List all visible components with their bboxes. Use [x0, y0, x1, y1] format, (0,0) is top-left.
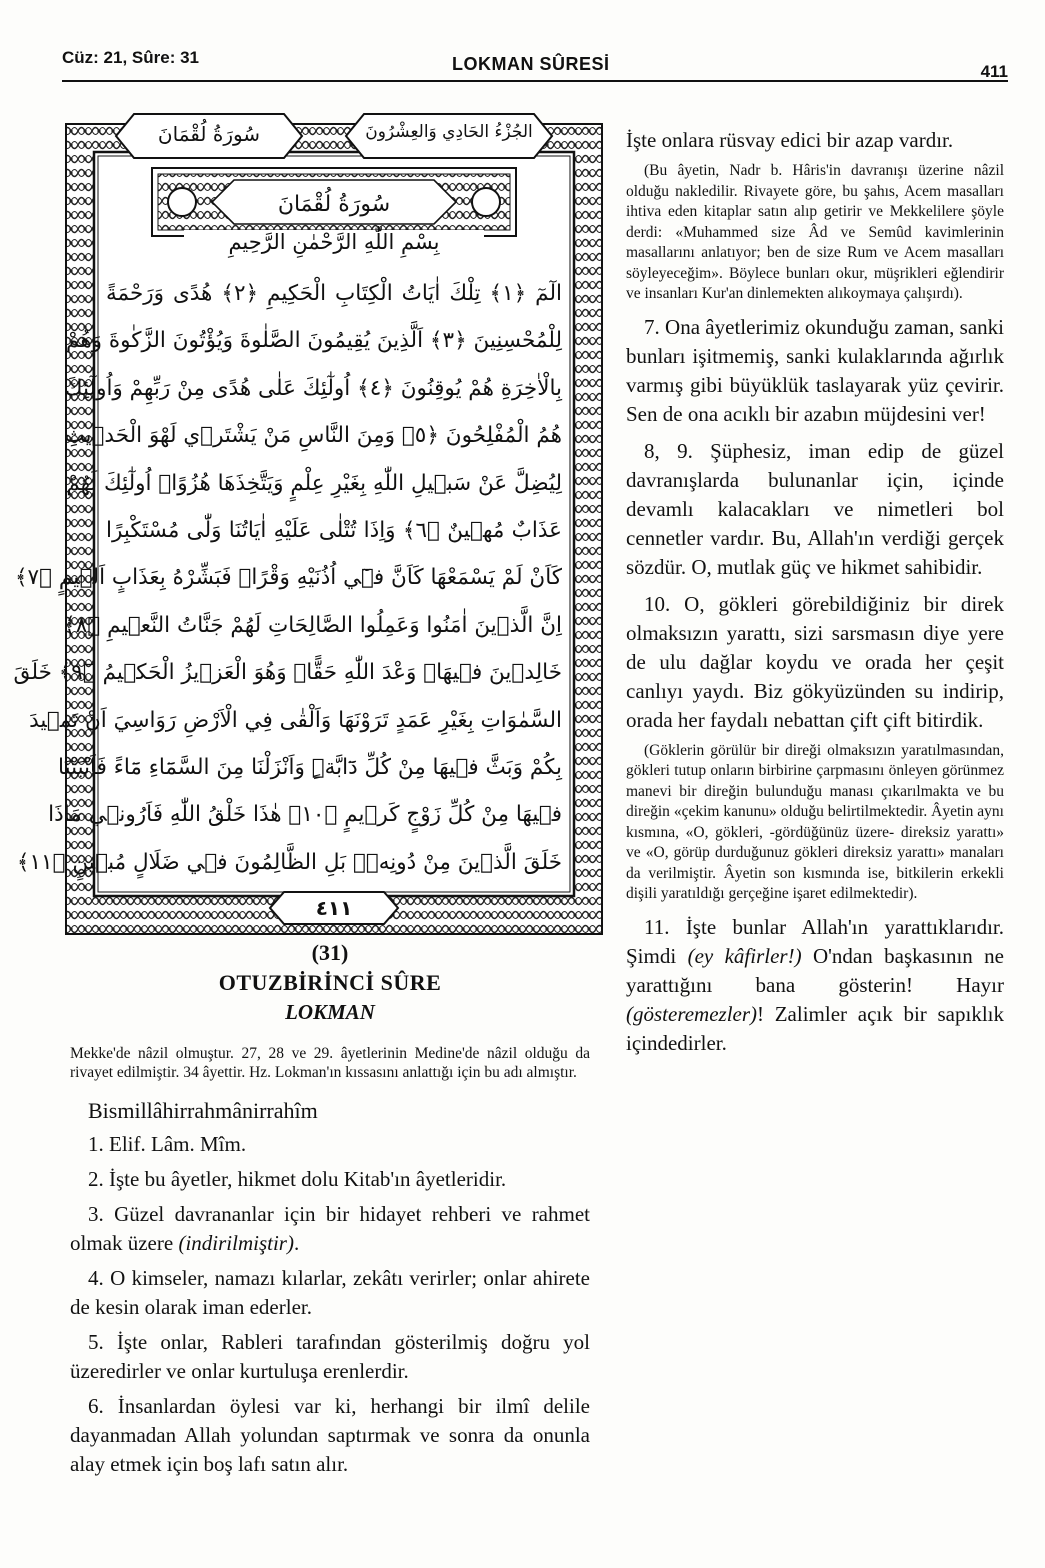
mushaf-line: عَذَابٌ مُه۪ينٌ ﴿٦﴾ وَاِذَا تُتْلٰى عَلَيْهِ اٰيَاتُنَا وَلّٰى مُسْتَكْبِرًا — [106, 518, 562, 544]
mushaf-line: الٓمٓ ﴿١﴾ تِلْكَ اٰيَاتُ الْكِتَابِ الْحَكِيمِ ﴿٢﴾ هُدًى وَرَحْمَةً — [106, 281, 563, 306]
verse-4: 4. O kimseler, namazı kılarlar, zekâtı verirler; onlar ahirete de kesin olarak iman ederler. — [70, 1266, 590, 1319]
footnote-verse-10: (Göklerin görülür bir direği olmaksızın yaratılmasından, gökleri tutup onların birbirine çarpmasını önleyen görünmez manevi bir direğin bulunduğu manası çıkarılmakta ve bu direğin «çekim kanunu» olduğu belirtilmektedir. Âyetin aynı kısmına, «O, gökleri, -gördüğünüz üzere- direksiz yarattı» ve «O, görüp durduğunuz gökleri direksiz yarattı» manaları da verilmiştir. Âyetin son kısmında ise, bitkilerin erkekli dişili yaratıldığı gerçeğine işaret edilmektedir). — [626, 741, 1004, 902]
surah-ordinal-title: OTUZBİRİNCİ SÛRE — [218, 970, 442, 995]
verse-10: 10. O, gökleri görebildiğiniz bir direk olmaksızın yarattı, sizi sarsmasın diye yere de ulu dağlar koydu ve orada her çeşit canlıyı yaydı. Biz gökyüzünden su indirip, orada her faydalı nebattan çift çift bitirdik. — [626, 591, 1004, 732]
mushaf-line: خَالِد۪ينَ ف۪يهَاۜ وَعْدَ اللّٰهِ حَقًّاۜ وَهُوَ الْعَز۪يزُ الْحَك۪يمُ ﴿٩﴾ خَلَقَ — [13, 660, 562, 686]
verse-8-9: 8, 9. Şüphesiz, iman edip de güzel davranışlarda bulunanlar için, içinde devamlı kalacakları ve nimetleri bol cennetler vardır. Bu, Allah'ın verdiği gerçek sözdür. O, mutlak güç ve hikmet sahibidir. — [626, 438, 1004, 579]
right-column — [626, 122, 1004, 1058]
header-rule — [62, 80, 1008, 82]
surah-intro-note: Mekke'de nâzil olmuştur. 27, 28 ve 29. âyetlerinin Medine'de nâzil olduğu da rivayet edilmiştir. 34 âyettir. Hz. Lokman'ın kıssasını anlattığı için bu adı almıştır. — [70, 1045, 590, 1081]
verse-2: 2. İşte bu âyetler, hikmet dolu Kitab'ın âyetleridir. — [88, 1167, 507, 1191]
verse-11-text-b: O'ndan başkasının ne yarattığını bana gösterin! Hayır — [626, 943, 1004, 997]
left-column — [70, 940, 590, 1479]
page-number: 411 — [980, 62, 1008, 81]
bismillah: Bismillâhirrahmânirrahîm — [88, 1098, 318, 1123]
mushaf-page-number: ٤١١ — [315, 896, 353, 920]
mushaf-line: هُمُ الْمُفْلِحُونَ ﴿٥﴾ وَمِنَ النَّاسِ مَنْ يَشْتَر۪ي لَهْوَ الْحَد۪يثِ — [64, 423, 562, 449]
mushaf-line: لِلْمُحْسِنِينَ ﴿٣﴾ اَلَّذِينَ يُقِيمُونَ الصَّلٰوةَ وَيُؤْتُونَ الزَّكٰوةَ وَهُمْ — [66, 328, 562, 354]
verse-5: 5. İşte onlar, Rableri tarafından gösterilmiş doğru yol üzeredirler ve onlar kurtuluşa erenlerdir. — [70, 1330, 590, 1383]
mushaf-line: بِكُمْ وَبَثَّ ف۪يهَا مِنْ كُلِّ دَٓابَّةٍۜ وَاَنْزَلْنَا مِنَ السَّمَٓاءِ مَٓاءً فَاَنْبَتْنَا — [58, 755, 562, 781]
verse-3-text: 3. Güzel davrananlar için bir hidayet rehberi ve rahmet olmak üzere — [70, 1202, 590, 1255]
surah-number: (31) — [311, 940, 349, 965]
verse-6: 6. İnsanlardan öylesi var ki, herhangi bir ilmî delile dayanmadan Allah yolundan saptırmak ve sonra da onunla alay etmek için boş lafı satın alır. — [70, 1394, 590, 1476]
verse-11-italic-1: (ey kâfirler!) — [687, 943, 802, 968]
mushaf-juz-label: الجُزْءُ الحَادِي وَالعِشْرُونَ — [365, 122, 533, 142]
surah-name: LOKMAN — [285, 1000, 375, 1024]
mushaf-line: السَّمٰوَاتِ بِغَيْرِ عَمَدٍ تَرَوْنَهَا وَاَلْقٰى فِي الْاَرْضِ رَوَاسِيَ اَنْ تَم۪يدَ — [29, 707, 562, 733]
juz-surah-label: Cüz: 21, Sûre: 31 — [62, 48, 199, 67]
verse-11-italic-2: (gösteremezler) — [626, 1001, 758, 1026]
verse-7: 7. Ona âyetlerimiz okunduğu zaman, sanki bunları işitmemiş, sanki kulaklarında ağırlık varmış gibi büyüklük taslayarak yüz çevirir. Sen de ona acıklı bir azabın müjdesini ver! — [626, 314, 1004, 426]
verse-6-continued: İşte onlara rüsvay edici bir azap vardır. — [626, 128, 954, 152]
mushaf-line: كَاَنْ لَمْ يَسْمَعْهَا كَاَنَّ ف۪ٓي اُذُنَيْهِ وَقْرًاۚ فَبَشِّرْهُ بِعَذَابٍ اَل۪يمٍ ﴿٧﴾ — [14, 565, 562, 591]
mushaf-line: خَلَقَ الَّذ۪ينَ مِنْ دُونِه۪ۜ بَلِ الظَّالِمُونَ ف۪ي ضَلَالٍ مُب۪ينٍ ﴿١١﴾ — [16, 849, 562, 875]
verse-11 — [626, 913, 1004, 1058]
mushaf-basmala: بِسْمِ اللّٰهِ الرَّحْمٰنِ الرَّحِيمِ — [184, 230, 484, 254]
verse-11-text-a: 11. İşte bunlar Allah'ın yarattıklarıdır. Şimdi — [626, 914, 1004, 968]
verse-3-end: . — [293, 1231, 300, 1255]
mushaf-surah-label: سُورَةُ لُقْمَانَ — [157, 122, 261, 146]
mushaf-line: بِالْاٰخِرَةِ هُمْ يُوقِنُونَ ﴿٤﴾ اُولٰٓئِكَ عَلٰى هُدًى مِنْ رَبِّهِمْ وَاُولٰٓئِكَ — [64, 375, 562, 401]
verse-3-italic: (indirilmiştir) — [178, 1231, 294, 1255]
mushaf-text-block — [13, 270, 563, 886]
verse-3 — [70, 1200, 590, 1258]
mushaf-panel — [13, 110, 604, 936]
surah-running-title: LOKMAN SÛRESİ — [452, 54, 610, 74]
footnote-verse-6: (Bu âyetin, Nadr b. Hâris'in davranışı üzerine nâzil olduğu nakledilir. Rivayete göre, bu şahıs, Acem masalları ihtiva eden kitaplar satın alıp getirir ve Mekkelilere şöyle derdi: «Muhammed size Âd ve Semûd kavimlerinin masallarını anlatıyor; ben de size Rum ve Acem masalları söyleyeceğim». Böylece bunları okur, müşrikleri eğlendirir ve insanları Kur'an dinlemekten alıkoymaya çalışırdı). — [626, 162, 1004, 302]
verse-11-text-c: ! Zalimler açık bir sapıklık içindedirler. — [626, 1001, 1004, 1055]
mushaf-line: لِيُضِلَّ عَنْ سَب۪يلِ اللّٰهِ بِغَيْرِ عِلْمٍ وَيَتَّخِذَهَا هُزُوًاۜ اُولٰٓئِكَ لَهُمْ — [66, 470, 562, 496]
running-header — [62, 44, 1008, 84]
mushaf-line: اِنَّ الَّذ۪ينَ اٰمَنُوا وَعَمِلُوا الصَّالِحَاتِ لَهُمْ جَنَّاتُ النَّع۪يمِ ﴿٨﴾ — [63, 612, 562, 638]
verse-1: 1. Elif. Lâm. Mîm. — [88, 1132, 247, 1156]
mushaf-title: سُورَةُ لُقْمَانَ — [277, 192, 391, 217]
mushaf-line: ف۪يهَا مِنْ كُلِّ زَوْجٍ كَر۪يمٍ ﴿١٠﴾ هٰذَا خَلْقُ اللّٰهِ فَاَرُون۪ي مَاذَا — [48, 802, 562, 828]
